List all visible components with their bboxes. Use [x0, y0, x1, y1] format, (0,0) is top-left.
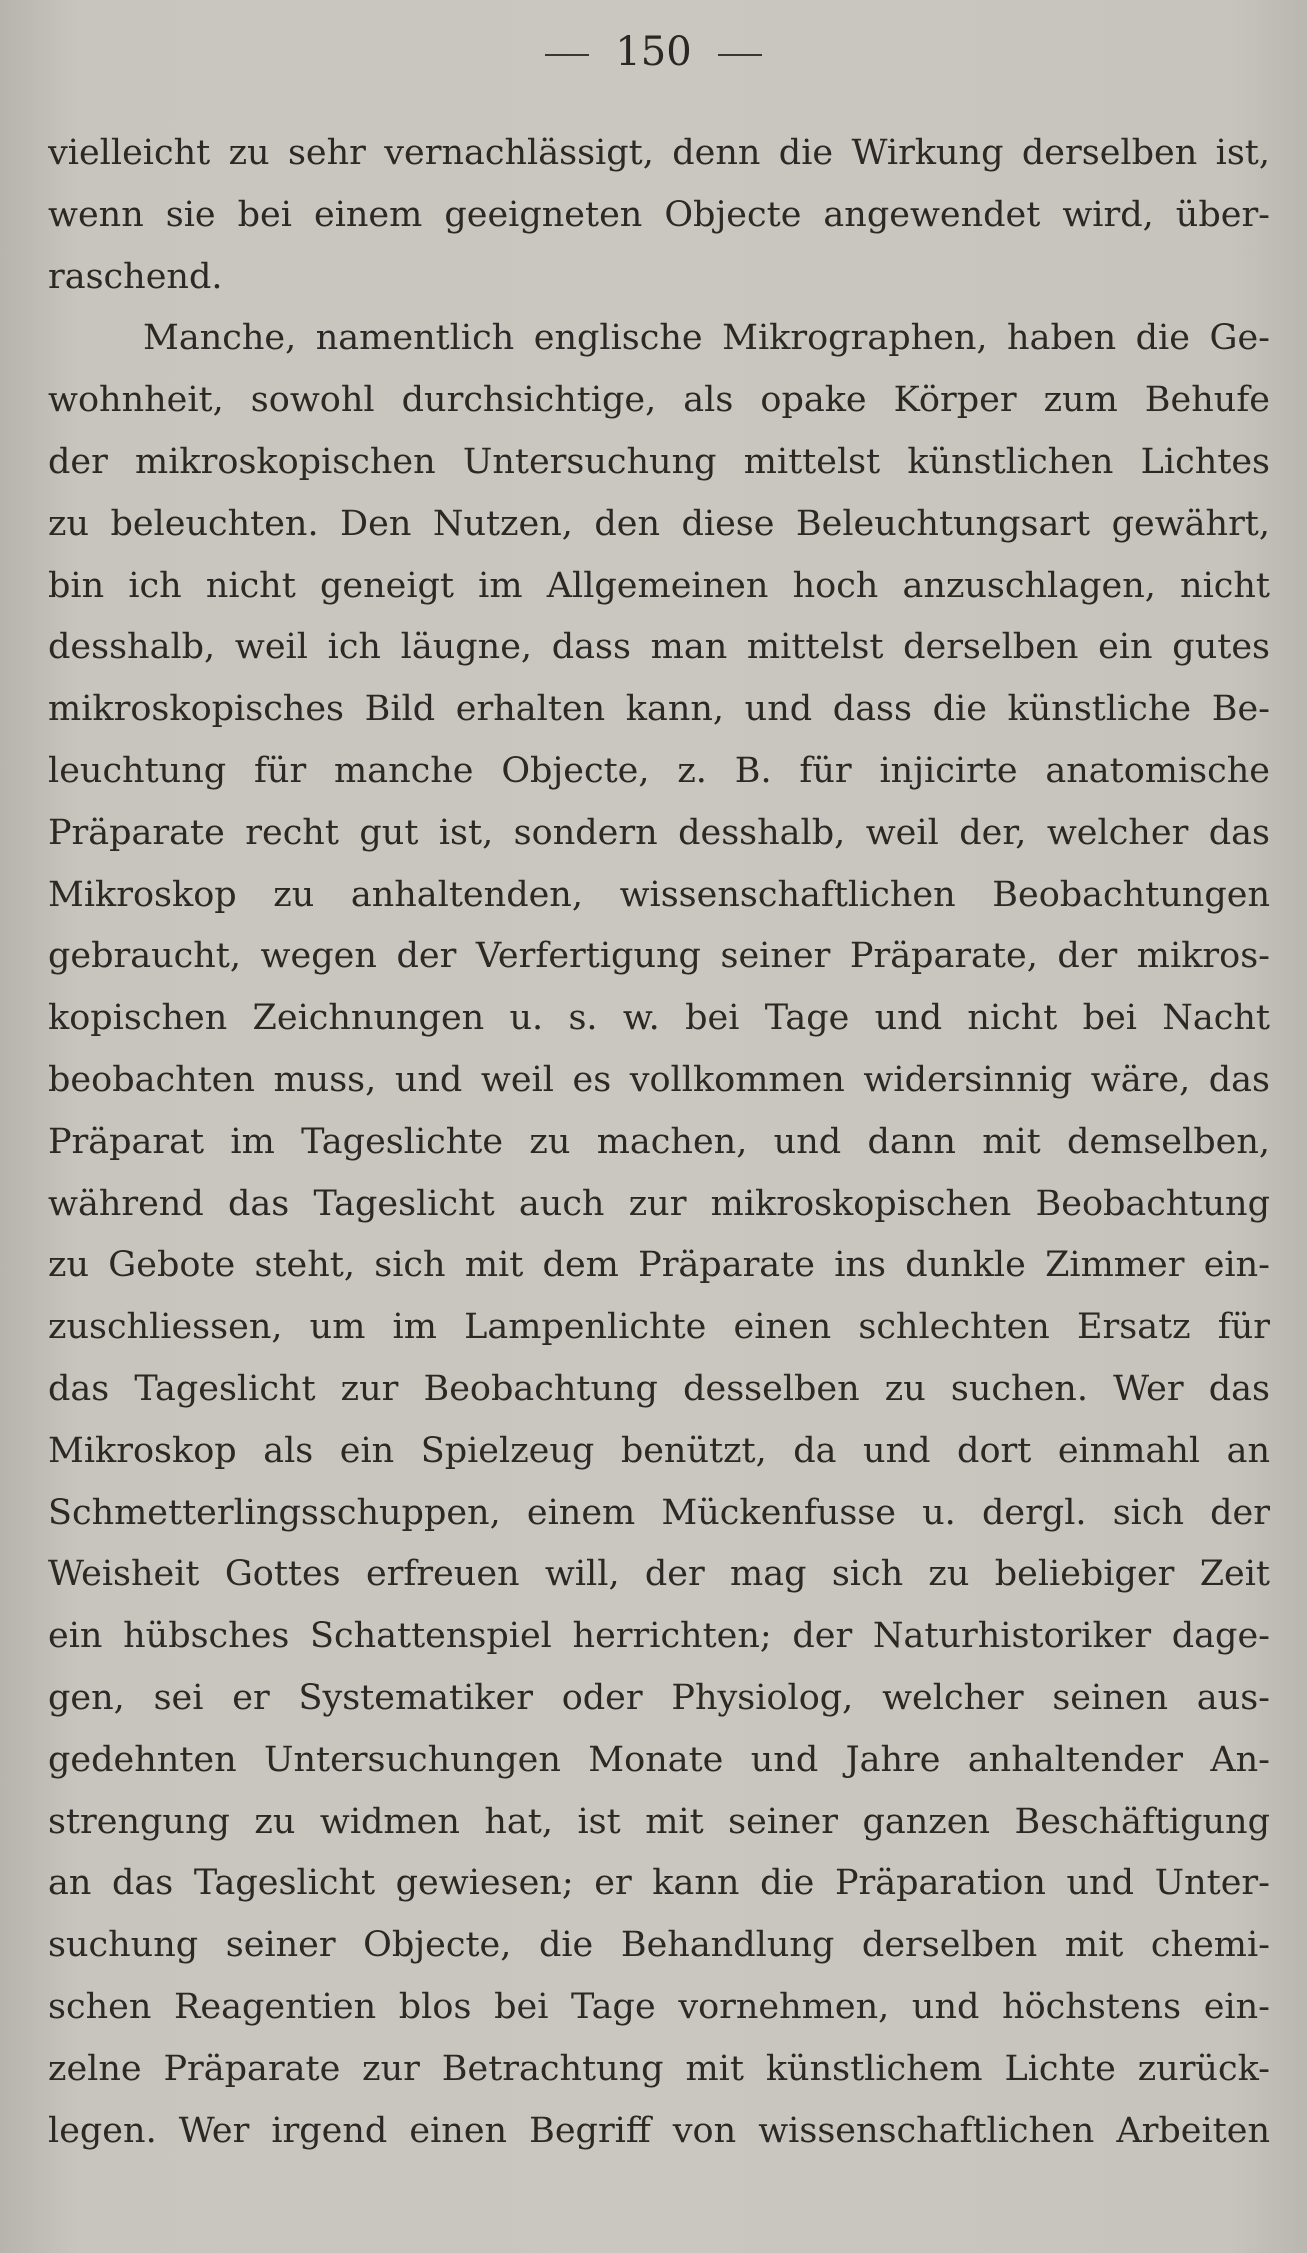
text-line: bin ich nicht geneigt im Allgemeinen hoch anzuschlagen, nicht: [48, 565, 1270, 606]
page-number: 150: [615, 29, 692, 75]
text-line: der mikroskopischen Untersuchung mittelst künstlichen Lichtes: [48, 441, 1270, 482]
text-line: zelne Präparate zur Betrachtung mit künstlichem Lichte zurück-: [48, 2048, 1270, 2089]
text-line: Manche, namentlich englische Mikrographen, haben die Ge-: [143, 318, 1270, 359]
page-header: [0, 22, 1307, 82]
text-line: wenn sie bei einem geeigneten Objecte angewendet wird, über-: [48, 194, 1270, 235]
text-line: ein hübsches Schattenspiel herrichten; der Naturhistoriker dage-: [48, 1616, 1270, 1657]
text-line: zu beleuchten. Den Nutzen, den diese Beleuchtungsart gewährt,: [48, 503, 1270, 544]
text-line: gen, sei er Systematiker oder Physiolog, welcher seinen aus-: [48, 1677, 1270, 1718]
text-line: an das Tageslicht gewiesen; er kann die Präparation und Unter-: [48, 1863, 1270, 1904]
text-line: schen Reagentien blos bei Tage vornehmen, und höchstens ein-: [48, 1986, 1270, 2027]
text-line: vielleicht zu sehr vernachlässigt, denn die Wirkung derselben ist,: [48, 133, 1270, 173]
text-line: Präparat im Tageslichte zu machen, und dann mit demselben,: [48, 1121, 1270, 1162]
text-line: Weisheit Gottes erfreuen will, der mag sich zu beliebiger Zeit: [48, 1554, 1270, 1595]
text-line: Mikroskop zu anhaltenden, wissenschaftlichen Beobachtungen: [48, 874, 1270, 915]
text-line: suchung seiner Objecte, die Behandlung derselben mit chemi-: [48, 1925, 1270, 1966]
text-line: während das Tageslicht auch zur mikroskopischen Beobachtung: [48, 1183, 1270, 1224]
header-dash-left: [545, 54, 589, 56]
text-line: Mikroskop als ein Spielzeug benützt, da und dort einmahl an: [48, 1430, 1270, 1471]
text-line: gedehnten Untersuchungen Monate und Jahre anhaltender An-: [48, 1739, 1270, 1780]
text-line: Präparate recht gut ist, sondern desshalb, weil der, welcher das: [48, 812, 1270, 853]
text-line: Schmetterlingsschuppen, einem Mückenfusse u. dergl. sich der: [48, 1492, 1270, 1533]
text-line: kopischen Zeichnungen u. s. w. bei Tage und nicht bei Nacht: [48, 998, 1270, 1039]
text-line: mikroskopisches Bild erhalten kann, und dass die künstliche Be-: [48, 689, 1270, 730]
text-line: zu Gebote steht, sich mit dem Präparate ins dunkle Zimmer ein-: [48, 1245, 1270, 1286]
header-dash-right: [718, 54, 762, 56]
text-line: raschend.: [48, 256, 223, 297]
text-line: das Tageslicht zur Beobachtung desselben zu suchen. Wer das: [48, 1368, 1270, 1409]
text-line: wohnheit, sowohl durchsichtige, als opake Körper zum Behufe: [48, 380, 1270, 421]
text-line: legen. Wer irgend einen Begriff von wissenschaftlichen Arbeiten: [48, 2110, 1270, 2151]
text-line: gebraucht, wegen der Verfertigung seiner Präparate, der mikros-: [48, 936, 1270, 977]
text-line: zuschliessen, um im Lampenlichte einen schlechten Ersatz für: [48, 1307, 1270, 1348]
body-text: [48, 123, 1270, 2162]
text-line: beobachten muss, und weil es vollkommen widersinnig wäre, das: [48, 1059, 1270, 1100]
text-line: leuchtung für manche Objecte, z. B. für injicirte anatomische: [48, 750, 1270, 791]
text-line: desshalb, weil ich läugne, dass man mittelst derselben ein gutes: [48, 627, 1270, 668]
text-line: strengung zu widmen hat, ist mit seiner ganzen Beschäftigung: [48, 1801, 1270, 1842]
